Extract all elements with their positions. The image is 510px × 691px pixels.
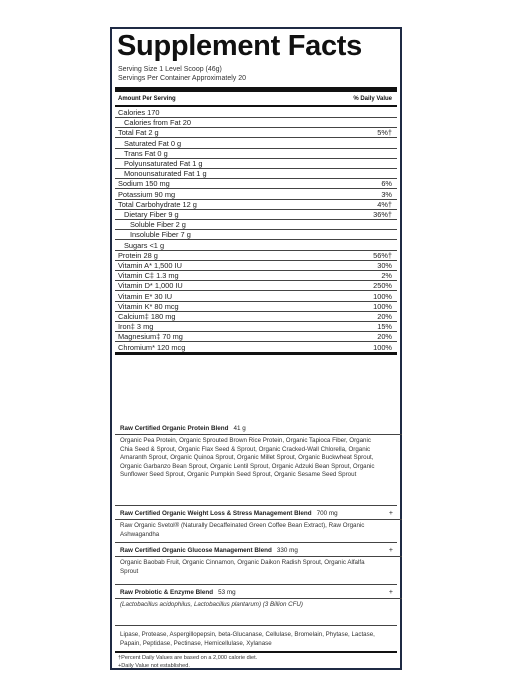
nutrient-row — [115, 220, 397, 230]
nutrient-daily-value: 15% — [377, 322, 392, 332]
nutrient-row — [115, 261, 397, 271]
nutrient-row — [115, 210, 397, 220]
nutrient-row — [115, 169, 397, 179]
nutrient-row — [115, 343, 397, 355]
nutrient-daily-value: 20% — [377, 332, 392, 342]
nutrient-daily-value: 100% — [373, 342, 392, 352]
nutrient-row — [115, 108, 397, 118]
nutrient-row — [115, 190, 397, 200]
blend-divider — [115, 556, 402, 557]
nutrient-row — [115, 128, 397, 138]
nutrient-name: Insoluble Fiber 7 g — [130, 230, 191, 240]
section-divider — [115, 625, 397, 626]
blend-section — [115, 547, 397, 576]
blend-name: Raw Certified Organic Glucose Management Blend — [120, 547, 272, 554]
blend-header — [120, 547, 383, 554]
nutrient-name: Trans Fat 0 g — [124, 148, 168, 158]
blend-section — [115, 589, 397, 610]
blend-ingredients: Organic Baobab Fruit, Organic Cinnamon, Organic Daikon Radish Sprout, Organic Alfalfa Sprout — [120, 559, 365, 575]
nutrient-row — [115, 322, 397, 332]
blend-divider — [115, 598, 402, 599]
thick-divider — [115, 87, 397, 92]
blend-ingredients: Organic Pea Protein, Organic Sprouted Brown Rice Protein, Organic Tapioca Fiber, Organic Chia Seed & Sprout, Organic Flax Seed & Sprout, Organic Cracked-Wall Chlorella, Organic Amaranth Sprout, Organic Quinoa Sprout, Organic Millet Sprout, Organic Buckwheat Sprout, Organic Garbanzo Bean Sprout, Organic Lentil Sprout, Organic Adzuki Bean Sprout, Organic Sunflower Seed Sprout, Organic Pumpkin Seed Sprout, Organic Sesame Seed Sprout — [120, 437, 375, 479]
blend-dv-marker: + — [388, 547, 393, 554]
nutrient-row — [115, 281, 397, 291]
nutrient-name: Vitamin K* 80 mcg — [118, 301, 179, 311]
nutrient-name: Calcium‡ 180 mg — [118, 312, 176, 321]
blend-amount: 700 mg — [316, 510, 338, 517]
nutrient-daily-value: 100% — [373, 301, 392, 311]
enzyme-ingredients: Lipase, Protease, Aspergillopepsin, beta-Glucanase, Cellulase, Bromelain, Phytase, Lactase, Papain, Peptidase, Pectinase, Hemicellulase, Xylanase — [120, 631, 375, 647]
nutrient-row — [115, 332, 397, 342]
nutrient-name: Total Carbohydrate 12 g — [118, 199, 197, 209]
nutrient-name: Vitamin C‡ 1.3 mg — [118, 271, 179, 281]
panel-title: Supplement Facts — [117, 30, 362, 62]
serving-size: Serving Size 1 Level Scoop (46g) — [118, 66, 222, 73]
nutrient-name: Magnesium‡ 70 mg — [118, 332, 183, 342]
blend-ingredients: (Lactobacillus acidophilus, Lactobacillus plantarum) (3 Billion CFU) — [120, 601, 303, 608]
nutrient-name: Polyunsaturated Fat 1 g — [124, 159, 203, 168]
nutrient-name: Monounsaturated Fat 1 g — [124, 169, 207, 179]
nutrient-name: Sodium 150 mg — [118, 179, 170, 189]
blend-dv-marker: + — [388, 510, 393, 517]
blend-amount: 41 g — [233, 425, 246, 432]
enzyme-list — [115, 629, 397, 648]
blend-divider — [115, 434, 402, 435]
nutrient-name: Vitamin E* 30 IU — [118, 291, 173, 301]
blend-amount: 330 mg — [276, 547, 298, 554]
nutrient-row — [115, 139, 397, 149]
section-divider — [115, 584, 397, 585]
nutrient-daily-value: 56%† — [373, 250, 392, 260]
blend-dv-marker: + — [388, 589, 393, 596]
nutrient-daily-value: 5%† — [377, 128, 392, 138]
nutrient-row — [115, 251, 397, 261]
section-divider — [115, 505, 397, 506]
servings-per-container: Servings Per Container Approximately 20 — [118, 75, 247, 82]
nutrient-daily-value: 2% — [381, 271, 392, 281]
nutrient-name: Chromium* 120 mcg — [118, 342, 186, 352]
blend-header — [120, 589, 383, 596]
supplement-facts-panel — [110, 27, 402, 670]
nutrient-daily-value: 20% — [377, 312, 392, 321]
column-header — [118, 96, 392, 102]
nutrient-name: Calories from Fat 20 — [124, 118, 191, 128]
nutrient-row — [115, 200, 397, 210]
nutrient-row — [115, 292, 397, 302]
blend-section — [115, 425, 397, 480]
footnote: +Daily Value not established. — [118, 663, 190, 669]
nutrient-name: Saturated Fat 0 g — [124, 138, 182, 148]
nutrient-name: Calories 170 — [118, 108, 160, 117]
nutrient-name: Protein 28 g — [118, 250, 158, 260]
nutrient-name: Dietary Fiber 9 g — [124, 210, 179, 219]
daily-value-label: % Daily Value — [353, 96, 392, 102]
blend-ingredients: Raw Organic Svetol® (Naturally Decaffeinated Green Coffee Bean Extract), Raw Organic Ashwagandha — [120, 522, 365, 538]
nutrient-name: Total Fat 2 g — [118, 128, 159, 138]
amount-per-serving-label: Amount Per Serving — [118, 96, 176, 102]
nutrient-name: Sugars <1 g — [124, 240, 165, 250]
section-divider — [115, 542, 397, 543]
nutrient-name: Potassium 90 mg — [118, 189, 176, 199]
blend-header — [120, 510, 383, 517]
nutrient-daily-value: 100% — [373, 291, 392, 301]
nutrient-daily-value: 36%† — [373, 210, 392, 219]
blend-divider — [115, 519, 402, 520]
nutrient-row — [115, 149, 397, 159]
nutrient-name: Vitamin A* 1,500 IU — [118, 261, 182, 270]
blend-header — [120, 425, 383, 432]
nutrient-name: Soluble Fiber 2 g — [130, 220, 186, 230]
nutrient-daily-value: 6% — [381, 179, 392, 189]
footnote-divider — [115, 651, 397, 653]
blend-section — [115, 510, 397, 539]
nutrient-row — [115, 241, 397, 251]
blend-name: Raw Probiotic & Enzyme Blend — [120, 589, 214, 596]
nutrient-daily-value: 4%† — [377, 199, 392, 209]
blend-name: Raw Certified Organic Weight Loss & Stress Management Blend — [120, 510, 312, 517]
nutrient-row — [115, 230, 397, 240]
nutrient-daily-value: 30% — [377, 261, 392, 270]
nutrient-row — [115, 159, 397, 169]
blend-name: Raw Certified Organic Protein Blend — [120, 425, 229, 432]
nutrient-row — [115, 118, 397, 128]
footnote: †Percent Daily Values are based on a 2,000 calorie diet. — [118, 655, 258, 661]
nutrient-name: Vitamin D* 1,000 IU — [118, 281, 183, 291]
nutrient-row — [115, 302, 397, 312]
nutrient-row — [115, 179, 397, 189]
nutrient-daily-value: 3% — [381, 189, 392, 199]
nutrient-daily-value: 250% — [373, 281, 392, 291]
header-divider — [115, 105, 397, 107]
nutrient-row — [115, 312, 397, 322]
blend-amount: 53 mg — [218, 589, 236, 596]
nutrient-name: Iron‡ 3 mg — [118, 322, 154, 332]
nutrient-row — [115, 271, 397, 281]
